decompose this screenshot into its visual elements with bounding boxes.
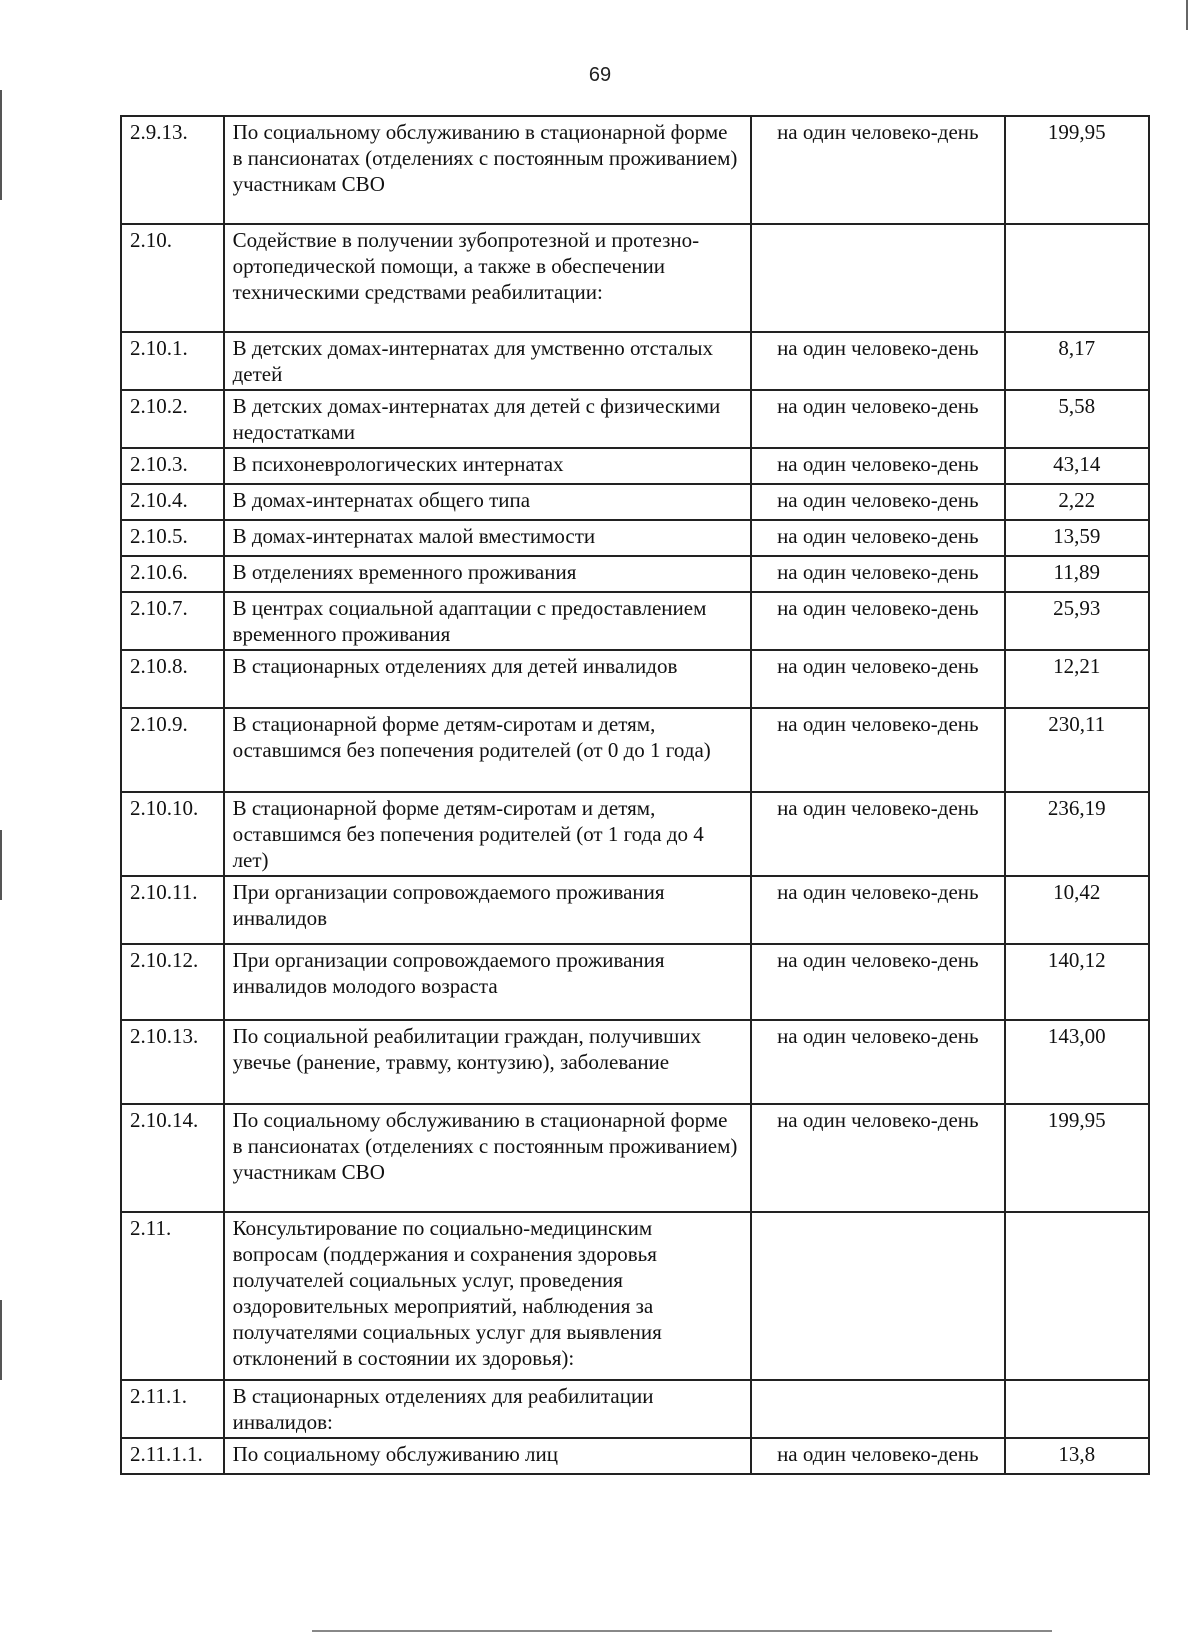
tariff-table	[120, 115, 1150, 1475]
rate-value: 13,59	[1005, 520, 1150, 556]
service-name: В домах-интернатах общего типа	[224, 484, 752, 520]
unit-of-measure: на один человеко-день	[751, 708, 1004, 792]
rate-value: 199,95	[1005, 1104, 1150, 1212]
table-row	[121, 1212, 1149, 1380]
service-name: В стационарной форме детям-сиротам и детям, оставшимся без попечения родителей (от 0 до 1 года)	[224, 708, 752, 792]
row-number: 2.10.2.	[121, 390, 224, 448]
rate-value: 43,14	[1005, 448, 1150, 484]
table-row	[121, 448, 1149, 484]
row-number: 2.9.13.	[121, 116, 224, 224]
unit-of-measure: на один человеко-день	[751, 650, 1004, 708]
service-name: При организации сопровождаемого проживания инвалидов молодого возраста	[224, 944, 752, 1020]
table-row	[121, 1020, 1149, 1104]
row-number: 2.10.9.	[121, 708, 224, 792]
table-row	[121, 224, 1149, 332]
rate-value: 140,12	[1005, 944, 1150, 1020]
service-name: При организации сопровождаемого проживания инвалидов	[224, 876, 752, 944]
row-number: 2.10.13.	[121, 1020, 224, 1104]
unit-of-measure: на один человеко-день	[751, 116, 1004, 224]
scan-margin-mark	[0, 1300, 2, 1380]
service-name: В стационарных отделениях для детей инвалидов	[224, 650, 752, 708]
table-row	[121, 116, 1149, 224]
rate-value	[1005, 224, 1150, 332]
row-number: 2.10.	[121, 224, 224, 332]
service-name: В отделениях временного проживания	[224, 556, 752, 592]
rate-value: 199,95	[1005, 116, 1150, 224]
rate-value: 12,21	[1005, 650, 1150, 708]
row-number: 2.10.12.	[121, 944, 224, 1020]
unit-of-measure: на один человеко-день	[751, 390, 1004, 448]
service-name: В психоневрологических интернатах	[224, 448, 752, 484]
table-row	[121, 1380, 1149, 1438]
table-row	[121, 944, 1149, 1020]
row-number: 2.10.14.	[121, 1104, 224, 1212]
table-row	[121, 792, 1149, 876]
row-number: 2.10.3.	[121, 448, 224, 484]
service-name: В стационарной форме детям-сиротам и детям, оставшимся без попечения родителей (от 1 года до 4 лет)	[224, 792, 752, 876]
row-number: 2.10.1.	[121, 332, 224, 390]
service-name: По социальной реабилитации граждан, получивших увечье (ранение, травму, контузию), заболевание	[224, 1020, 752, 1104]
unit-of-measure: на один человеко-день	[751, 1104, 1004, 1212]
rate-value: 11,89	[1005, 556, 1150, 592]
scan-margin-mark	[0, 90, 2, 200]
service-name: В детских домах-интернатах для детей с физическими недостатками	[224, 390, 752, 448]
scan-bottom-mark	[312, 1630, 1052, 1632]
unit-of-measure: на один человеко-день	[751, 792, 1004, 876]
unit-of-measure: на один человеко-день	[751, 1438, 1004, 1474]
unit-of-measure	[751, 224, 1004, 332]
service-name: В домах-интернатах малой вместимости	[224, 520, 752, 556]
unit-of-measure: на один человеко-день	[751, 592, 1004, 650]
table-row	[121, 876, 1149, 944]
table-row	[121, 520, 1149, 556]
table-row	[121, 592, 1149, 650]
rate-value	[1005, 1212, 1150, 1380]
table-row	[121, 390, 1149, 448]
unit-of-measure: на один человеко-день	[751, 484, 1004, 520]
row-number: 2.10.8.	[121, 650, 224, 708]
rate-value: 25,93	[1005, 592, 1150, 650]
rate-value	[1005, 1380, 1150, 1438]
unit-of-measure: на один человеко-день	[751, 944, 1004, 1020]
table-row	[121, 1438, 1149, 1474]
scan-corner-mark	[1186, 0, 1188, 30]
rate-value: 13,8	[1005, 1438, 1150, 1474]
rate-value: 5,58	[1005, 390, 1150, 448]
table-row	[121, 484, 1149, 520]
rate-value: 10,42	[1005, 876, 1150, 944]
row-number: 2.10.5.	[121, 520, 224, 556]
unit-of-measure	[751, 1212, 1004, 1380]
row-number: 2.11.1.	[121, 1380, 224, 1438]
unit-of-measure: на один человеко-день	[751, 520, 1004, 556]
rate-value: 143,00	[1005, 1020, 1150, 1104]
service-name: В детских домах-интернатах для умственно отсталых детей	[224, 332, 752, 390]
unit-of-measure: на один человеко-день	[751, 332, 1004, 390]
row-number: 2.10.11.	[121, 876, 224, 944]
rate-value: 236,19	[1005, 792, 1150, 876]
rate-value: 230,11	[1005, 708, 1150, 792]
unit-of-measure: на один человеко-день	[751, 876, 1004, 944]
table-row	[121, 556, 1149, 592]
row-number: 2.10.7.	[121, 592, 224, 650]
row-number: 2.10.4.	[121, 484, 224, 520]
table-row	[121, 332, 1149, 390]
scan-margin-mark	[0, 830, 2, 900]
unit-of-measure: на один человеко-день	[751, 1020, 1004, 1104]
service-name: Содействие в получении зубопротезной и протезно-ортопедической помощи, а также в обеспечении техническими средствами реабилитации:	[224, 224, 752, 332]
row-number: 2.10.10.	[121, 792, 224, 876]
service-name: Консультирование по социально-медицинским вопросам (поддержания и сохранения здоровья получателей социальных услуг, проведения оздоровительных мероприятий, наблюдения за получателями социальных услуг для выявления отклонений в состоянии их здоровья):	[224, 1212, 752, 1380]
table-row	[121, 708, 1149, 792]
rate-value: 2,22	[1005, 484, 1150, 520]
row-number: 2.11.1.1.	[121, 1438, 224, 1474]
table-row	[121, 650, 1149, 708]
rate-value: 8,17	[1005, 332, 1150, 390]
page-number: 69	[588, 64, 612, 86]
row-number: 2.11.	[121, 1212, 224, 1380]
table-row	[121, 1104, 1149, 1212]
service-name: В стационарных отделениях для реабилитации инвалидов:	[224, 1380, 752, 1438]
service-name: По социальному обслуживанию лиц	[224, 1438, 752, 1474]
row-number: 2.10.6.	[121, 556, 224, 592]
service-name: По социальному обслуживанию в стационарной форме в пансионатах (отделениях с постоянным проживанием) участникам СВО	[224, 1104, 752, 1212]
unit-of-measure	[751, 1380, 1004, 1438]
unit-of-measure: на один человеко-день	[751, 556, 1004, 592]
service-name: В центрах социальной адаптации с предоставлением временного проживания	[224, 592, 752, 650]
service-name: По социальному обслуживанию в стационарной форме в пансионатах (отделениях с постоянным проживанием) участникам СВО	[224, 116, 752, 224]
unit-of-measure: на один человеко-день	[751, 448, 1004, 484]
